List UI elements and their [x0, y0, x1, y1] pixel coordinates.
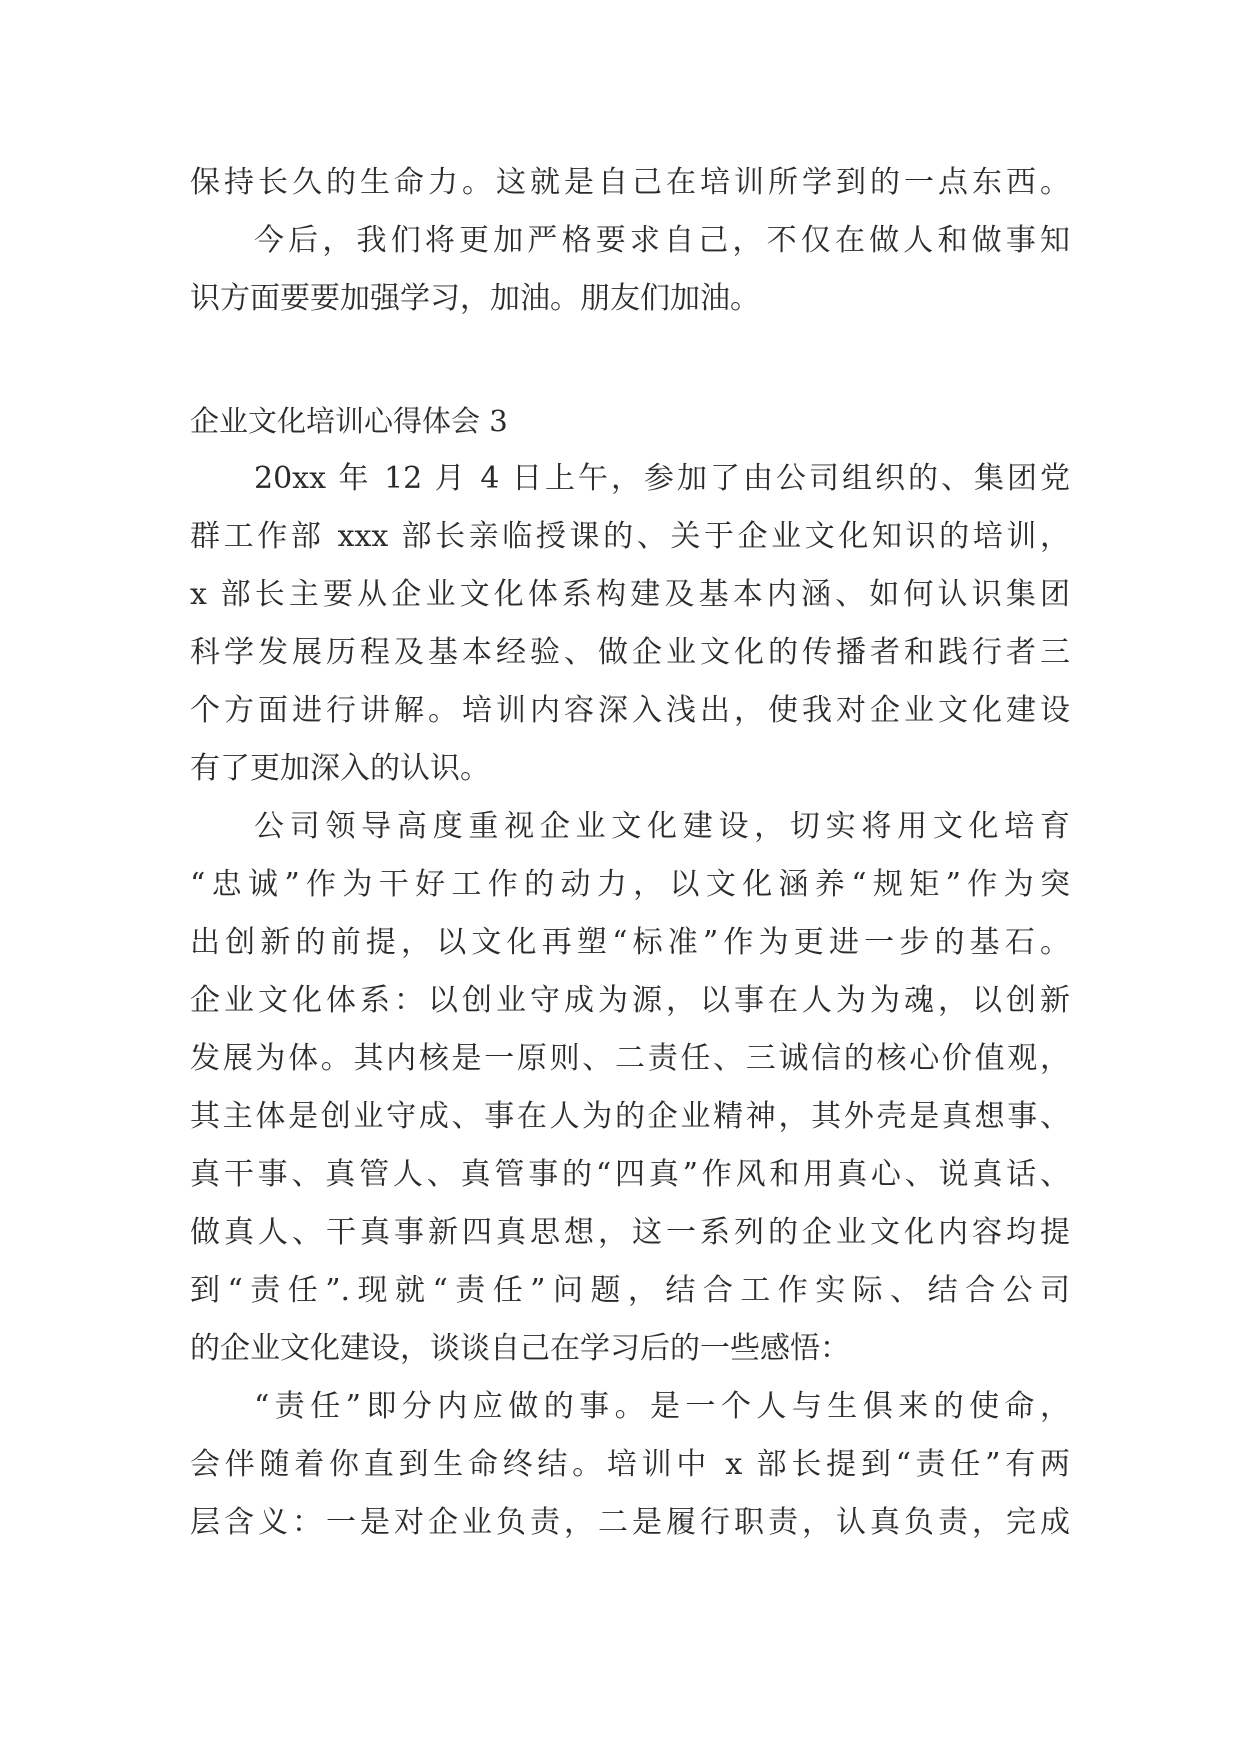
- paragraph-line: “忠诚”作为干好工作的动力，以文化涵养“规矩”作为突: [190, 867, 1070, 902]
- paragraph-line: 发展为体。其内核是一原则、二责任、三诚信的核心价值观，: [190, 1041, 1070, 1076]
- paragraph-line: 真干事、真管人、真管事的“四真”作风和用真心、说真话、: [190, 1157, 1070, 1192]
- paragraph-line: 做真人、干真事新四真思想，这一系列的企业文化内容均提: [190, 1215, 1070, 1250]
- paragraph-line: 公司领导高度重视企业文化建设，切实将用文化培育: [254, 809, 1070, 844]
- paragraph-line: 的企业文化建设，谈谈自己在学习后的一些感悟：: [190, 1331, 850, 1366]
- paragraph-line: 到“责任”.现就“责任”问题，结合工作实际、结合公司: [190, 1273, 1070, 1308]
- paragraph-line: 层含义：一是对企业负责，二是履行职责，认真负责，完成: [190, 1505, 1070, 1540]
- paragraph-line: 今后，我们将更加严格要求自己，不仅在做人和做事知: [254, 223, 1070, 258]
- paragraph-line: 群工作部 xxx 部长亲临授课的、关于企业文化知识的培训，: [190, 519, 1070, 554]
- paragraph-line: 企业文化体系：以创业守成为源，以事在人为为魂，以创新: [190, 983, 1070, 1018]
- paragraph-line: 科学发展历程及基本经验、做企业文化的传播者和践行者三: [190, 635, 1070, 670]
- section-heading: 企业文化培训心得体会 3: [190, 404, 508, 438]
- paragraph-line: 20xx 年 12 月 4 日上午，参加了由公司组织的、集团党: [254, 461, 1070, 496]
- paragraph-line: x 部长主要从企业文化体系构建及基本内涵、如何认识集团: [190, 577, 1070, 612]
- paragraph-line: 有了更加深入的认识。: [190, 751, 490, 786]
- paragraph-line: 个方面进行讲解。培训内容深入浅出，使我对企业文化建设: [190, 693, 1070, 728]
- paragraph-line: “责任”即分内应做的事。是一个人与生俱来的使命，: [254, 1389, 1070, 1424]
- paragraph-line: 识方面要要加强学习，加油。朋友们加油。: [190, 281, 760, 316]
- paragraph-line: 保持长久的生命力。这就是自己在培训所学到的一点东西。: [190, 165, 1070, 200]
- paragraph-line: 会伴随着你直到生命终结。培训中 x 部长提到“责任”有两: [190, 1447, 1070, 1482]
- paragraph-line: 出创新的前提，以文化再塑“标准”作为更进一步的基石。: [190, 925, 1070, 960]
- paragraph-line: 其主体是创业守成、事在人为的企业精神，其外壳是真想事、: [190, 1099, 1070, 1134]
